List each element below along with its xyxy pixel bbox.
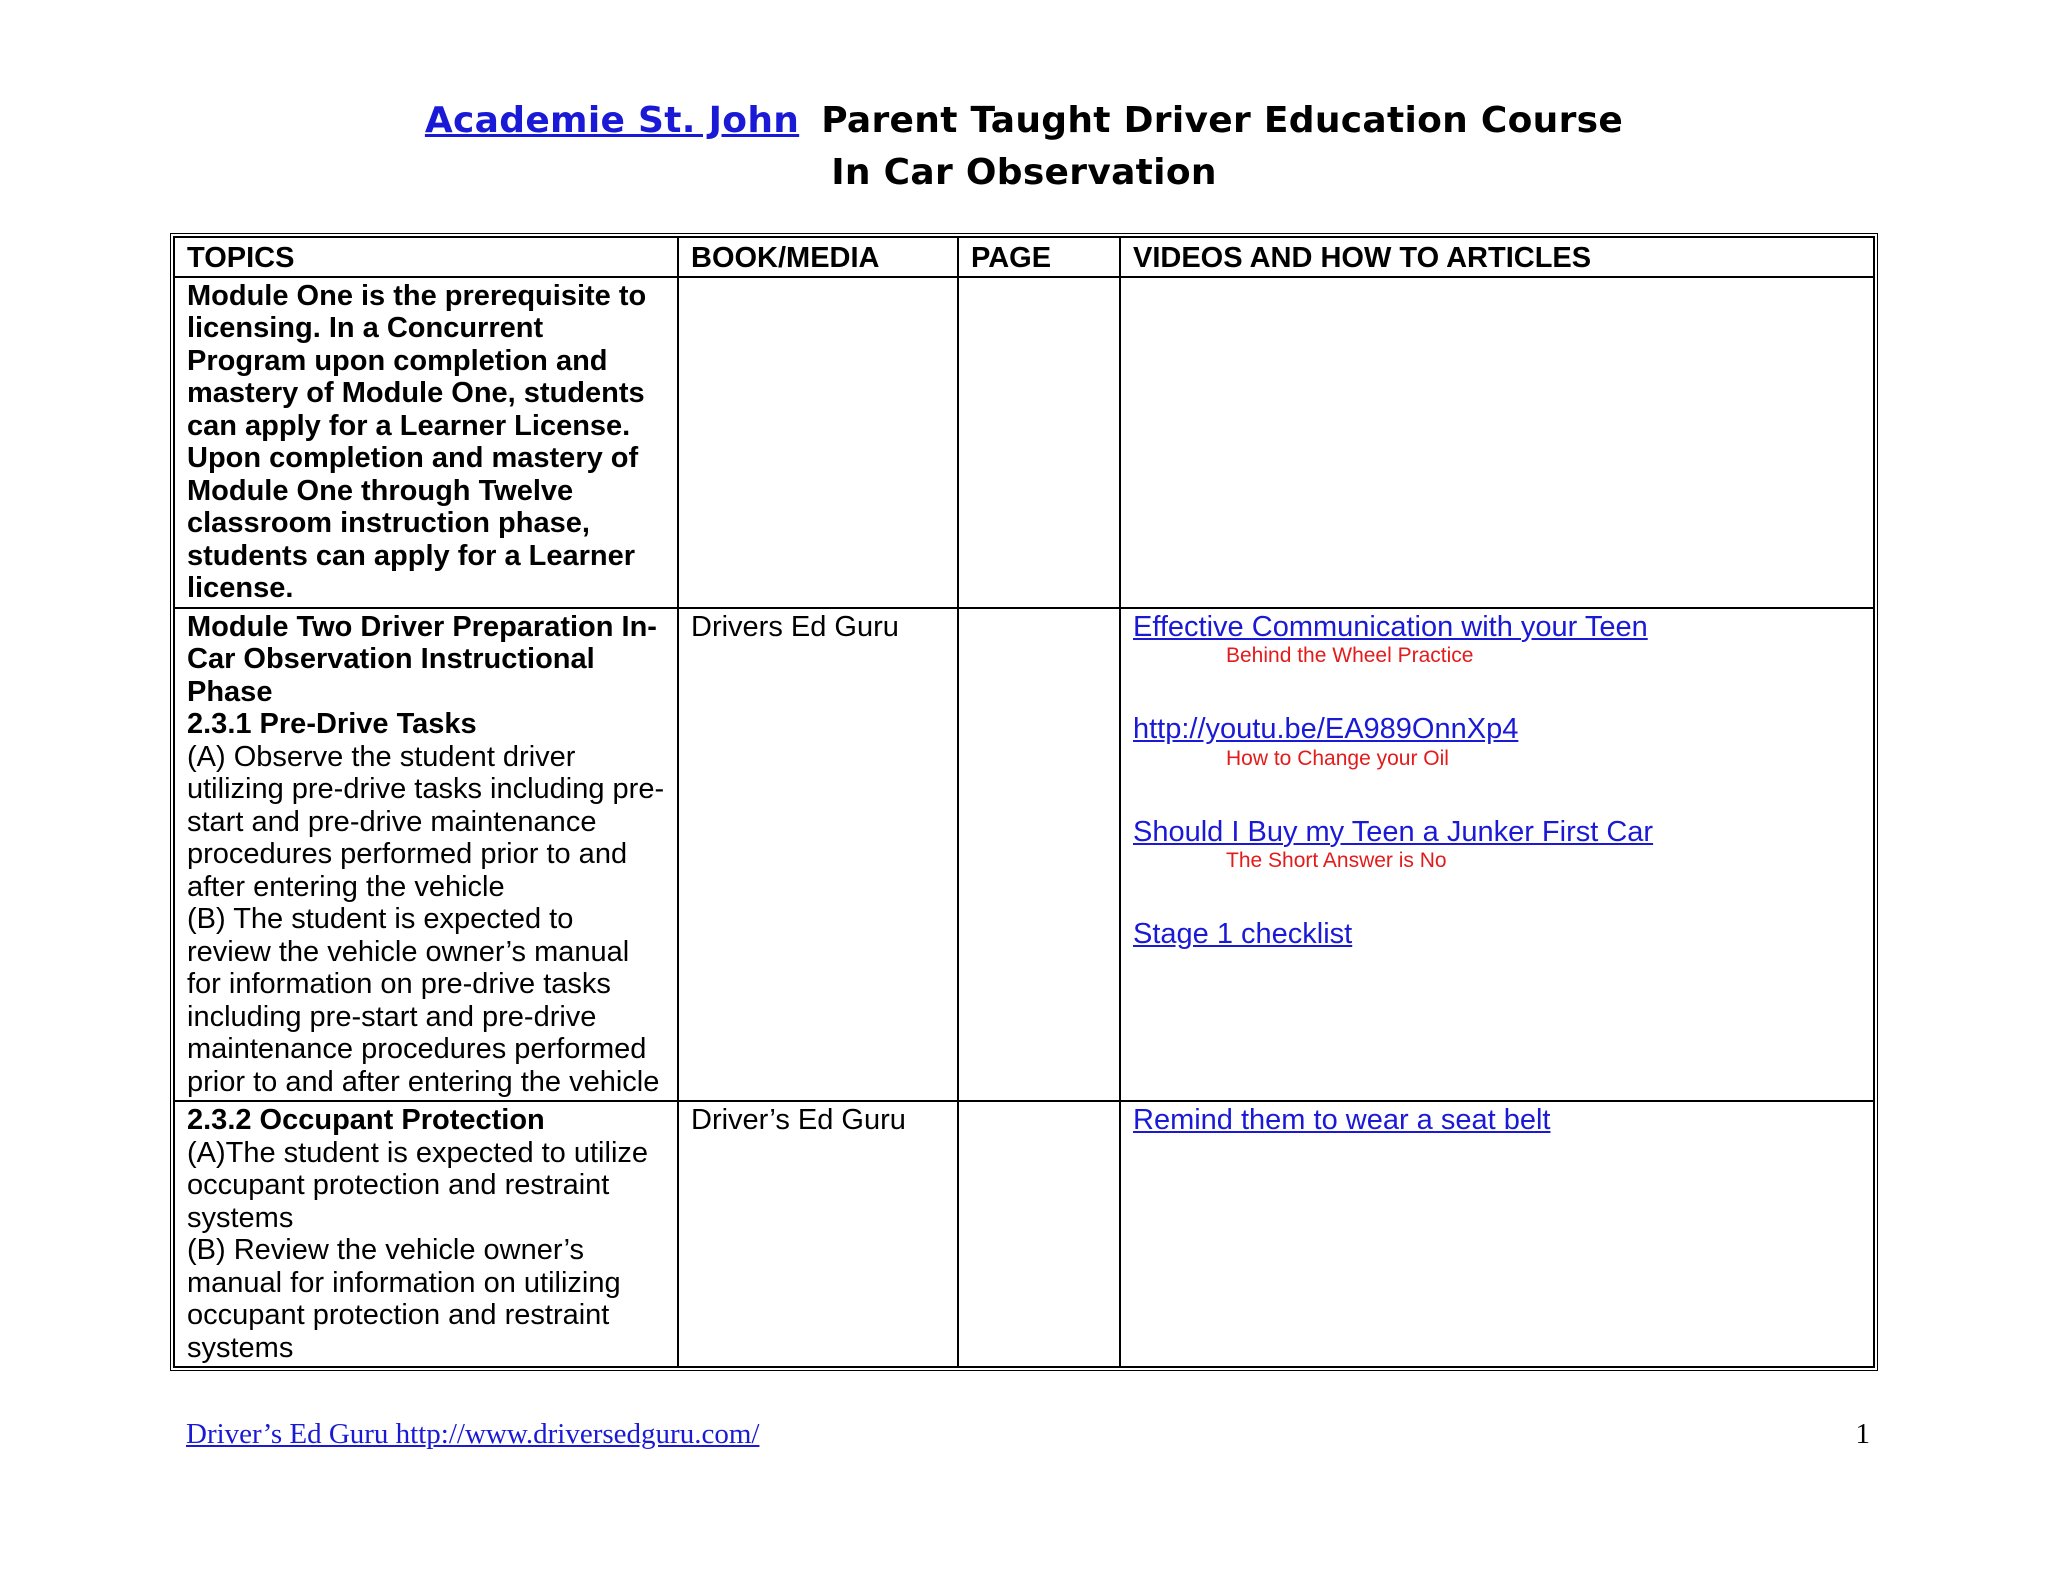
book-cell: Driver’s Ed Guru — [678, 1101, 958, 1367]
topic-item-a: (A) Observe the student driver utilizing pre-drive tasks including pre-start and pre-drive maintenance procedures performed prior to and after entering the vehicle — [187, 740, 665, 903]
topic-section-heading: 2.3.2 Occupant Protection — [187, 1104, 545, 1136]
page-cell — [958, 608, 1120, 1102]
video-note: Behind the Wheel Practice — [1226, 644, 1474, 667]
school-link[interactable]: Academie St. John — [424, 100, 800, 141]
header-videos: VIDEOS AND HOW TO ARTICLES — [1120, 237, 1874, 277]
topic-section-heading: 2.3.1 Pre-Drive Tasks — [187, 708, 477, 740]
document-subtitle: In Car Observation — [831, 152, 1217, 193]
page-cell — [958, 1101, 1120, 1367]
video-link[interactable]: Stage 1 checklist — [1133, 918, 1353, 950]
video-link[interactable]: http://youtu.be/EA989OnnXp4 — [1133, 713, 1519, 745]
table-row — [174, 277, 1874, 608]
video-link[interactable]: Effective Communication with your Teen — [1133, 610, 1648, 643]
course-title: Parent Taught Driver Education Course — [821, 100, 1624, 141]
page-number: 1 — [1855, 1418, 1870, 1450]
topic-cell: Module One is the prerequisite to licensing. In a Concurrent Program upon completion and mastery of Module One, students can apply for a Learner License. Upon completion and mastery of Module One through Twelve classroom instruction phase, students can apply for a Learner license. — [174, 277, 678, 608]
video-link[interactable]: Should I Buy my Teen a Junker First Car — [1133, 815, 1654, 848]
videos-cell — [1120, 1101, 1874, 1367]
video-link[interactable]: Remind them to wear a seat belt — [1133, 1104, 1551, 1136]
course-table — [170, 233, 1878, 1371]
video-note: How to Change your Oil — [1226, 746, 1449, 770]
book-cell: Drivers Ed Guru — [678, 608, 958, 1102]
topic-cell — [174, 608, 678, 1102]
topic-cell — [174, 1101, 678, 1367]
header-page: PAGE — [958, 237, 1120, 277]
topic-module-title: Module Two Driver Preparation In-Car Observation Instructional Phase — [187, 610, 657, 708]
video-note: The Short Answer is No — [1226, 849, 1447, 872]
table-row — [174, 1101, 1874, 1367]
header-topics: TOPICS — [174, 237, 678, 277]
topic-item-b: (B) The student is expected to review the vehicle owner’s manual for information on pre-drive tasks including pre-start and pre-drive maintenance procedures performed prior to and after entering the vehicle — [187, 903, 660, 1098]
topic-item-a: (A)The student is expected to utilize occupant protection and restraint systems — [187, 1136, 649, 1234]
videos-cell — [1120, 277, 1874, 608]
footer-link[interactable]: Driver’s Ed Guru http://www.driversedguru.com/ — [186, 1418, 760, 1450]
videos-cell — [1120, 608, 1874, 1102]
topic-item-b: (B) Review the vehicle owner’s manual for information on utilizing occupant protection and restraint systems — [187, 1234, 621, 1364]
document-title — [0, 96, 2048, 146]
footer — [186, 1418, 759, 1451]
table-header-row — [174, 237, 1874, 277]
header-book-media: BOOK/MEDIA — [678, 237, 958, 277]
table-row — [174, 608, 1874, 1102]
book-cell — [678, 277, 958, 608]
page-cell — [958, 277, 1120, 608]
